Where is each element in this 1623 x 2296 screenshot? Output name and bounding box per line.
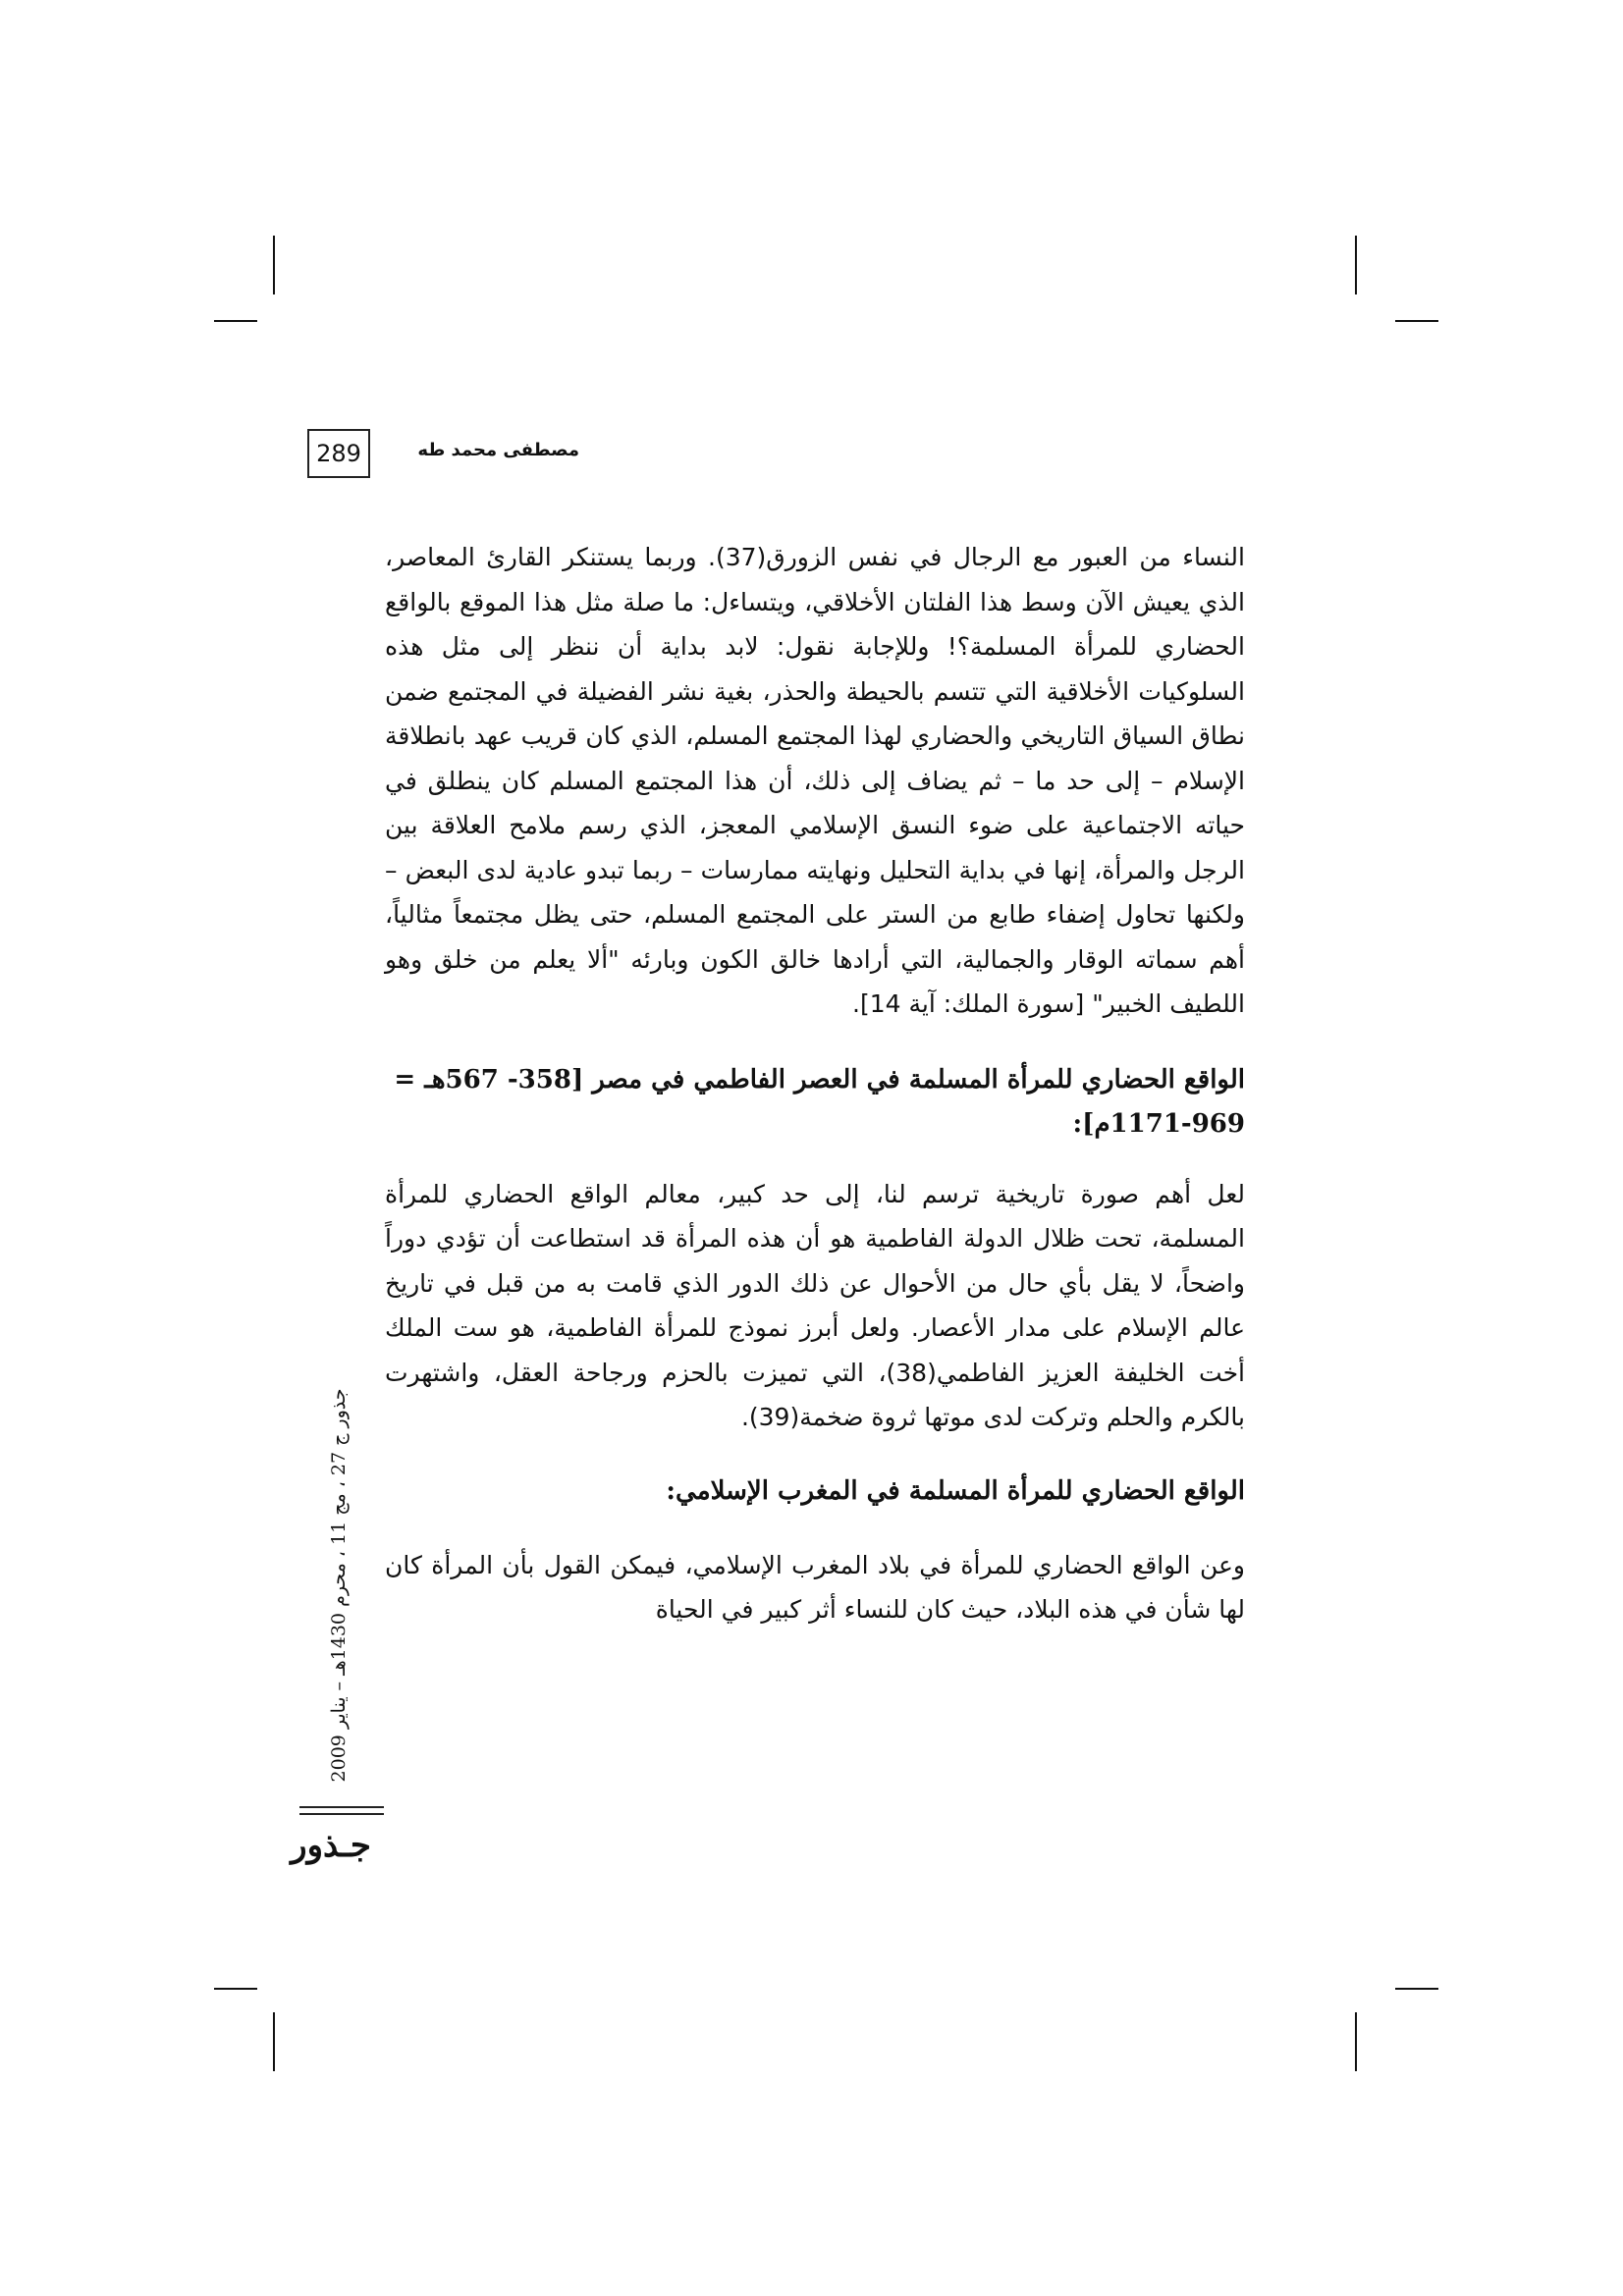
crop-mark-top-left-h xyxy=(214,320,257,322)
side-rule-1 xyxy=(299,1806,384,1808)
crop-mark-top-right-h xyxy=(1395,320,1438,322)
crop-mark-bottom-right-v xyxy=(1355,2012,1357,2071)
side-rule-2 xyxy=(299,1813,384,1815)
running-head-author: مصطفى محمد طه xyxy=(417,440,579,460)
paragraph-2: لعل أهم صورة تاريخية ترسم لنا، إلى حد كبير، معالم الواقع الحضاري للمرأة المسلمة، تحت ظلال الدولة الفاطمية هو أن هذه المرأة قد استطاعت أن تؤدي دوراً واضحاً، لا يقل بأي حال من الأحوال عن ذلك الدور الذي قامت به من قبل في تاريخ عالم الإسلام على مدار الأعصار. ولعل أبرز نموذج للمرأة الفاطمية، هو ست الملك أخت الخليفة العزيز الفاطمي(38)، التي تميزت بالحزم ورجاحة العقل، واشتهرت بالكرم والحلم وتركت لدى موتها ثروة ضخمة(39). xyxy=(385,1179,1246,1431)
journal-side-info xyxy=(319,1369,358,1801)
crop-mark-top-right-v xyxy=(1355,236,1357,294)
paragraph-1: النساء من العبور مع الرجال في نفس الزورق(37). وربما يستنكر القارئ المعاصر، الذي يعيش الآن وسط هذا الفلتان الأخلاقي، ويتساءل: ما صلة مثل هذا الموقع بالواقع الحضاري للمرأة المسلمة؟! وللإجابة نقول: لابد بداية أن ننظر إلى مثل هذه السلوكيات الأخلاقية التي تتسم بالحيطة والحذر، بغية نشر الفضيلة في المجتمع ضمن نطاق السياق التاريخي والحضاري لهذا المجتمع المسلم، الذي كان قريب عهد بانطلاقة الإسلام – إلى حد ما – ثم يضاف إلى ذلك، أن هذا المجتمع المسلم كان ينطلق في حياته الاجتماعية على ضوء النسق الإسلامي المعجز، الذي رسم ملامح العلاقة بين الرجل والمرأة، إنها في بداية التحليل ونهايته ممارسات – ربما تبدو عادية لدى البعض – ولكنها تحاول إضفاء طابع من الستر على المجتمع المسلم، حتى يظل مجتمعاً مثالياً، أهم سماته الوقار والجمالية، التي أرادها خالق الكون وبارئه "ألا يعلم من خلق وهو اللطيف الخبير" [سورة الملك: آية 14]. xyxy=(385,543,1245,1018)
journal-logo: جـذور xyxy=(291,1826,371,1865)
crop-mark-bottom-left-v xyxy=(273,2012,275,2071)
section-heading-fatimid: الواقع الحضاري للمرأة المسلمة في العصر الفاطمي في مصر [358- 567هـ = 969-1171م]: xyxy=(394,1064,1245,1139)
page-number: 289 xyxy=(307,429,370,478)
journal-issue-text: جذور ج 27 ، مج 11 ، محرم 1430هـ – يناير 2009 xyxy=(328,1388,350,1783)
crop-mark-bottom-left-h xyxy=(214,1988,257,1990)
paragraph-3: وعن الواقع الحضاري للمرأة في بلاد المغرب الإسلامي، فيمكن القول بأن المرأة كان لها شأن في هذه البلاد، حيث كان للنساء أثر كبير في الحياة xyxy=(385,1550,1245,1624)
crop-mark-bottom-right-h xyxy=(1395,1988,1438,1990)
article-body xyxy=(385,535,1245,1632)
crop-mark-top-left-v xyxy=(273,236,275,294)
section-heading-maghreb: الواقع الحضاري للمرأة المسلمة في المغرب الإسلامي: xyxy=(666,1475,1245,1506)
